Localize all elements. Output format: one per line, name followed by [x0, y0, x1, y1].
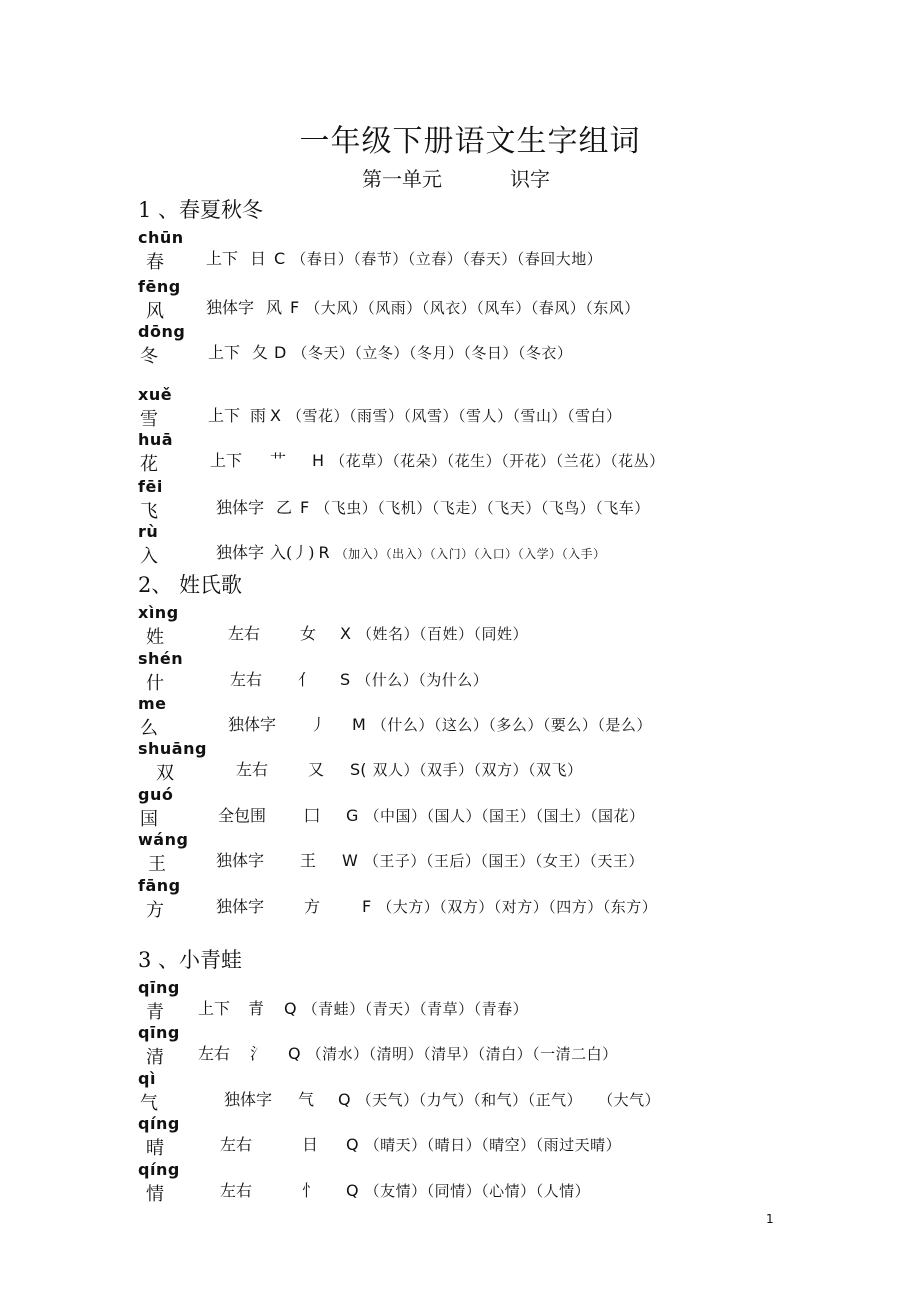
- radical: 雨: [250, 406, 267, 425]
- pinyin: wáng: [138, 830, 189, 849]
- structure-type: 左右: [236, 760, 269, 779]
- word-list: （清水）（清明）（清早）（清白）（一清二白）: [306, 1045, 618, 1063]
- radical: 日: [302, 1135, 319, 1154]
- hanzi: 青: [146, 1002, 164, 1023]
- radical: 氵: [250, 1044, 267, 1063]
- word-list: （天气）（力气）（和气）（正气） （大气）: [356, 1091, 661, 1109]
- entry-details: [206, 246, 602, 269]
- radical: 夂: [252, 343, 269, 362]
- entry-details: [198, 996, 528, 1019]
- unit-topic: 识字: [510, 167, 550, 191]
- character-entry: [0, 522, 920, 568]
- structure-type: 左右: [220, 1181, 253, 1200]
- pinyin: qīng: [138, 1023, 180, 1042]
- radical: 方: [304, 897, 321, 916]
- word-list: （什么）（这么）（多么）（要么）（是么）: [371, 716, 652, 734]
- word-list: （什么）（为什么）: [356, 671, 489, 689]
- word-list: （中国）（国人）（国王）（国土）（国花）: [364, 807, 645, 825]
- hanzi: 姓: [146, 627, 164, 648]
- entry-details: [210, 448, 665, 471]
- hanzi: 清: [146, 1047, 164, 1068]
- radical: 青: [248, 999, 265, 1018]
- character-entry: [0, 649, 920, 695]
- entry-details: [220, 1132, 621, 1155]
- hanzi: 么: [140, 718, 158, 739]
- hanzi: 气: [140, 1093, 158, 1114]
- radical: 气: [298, 1090, 315, 1109]
- radical: 丿: [310, 715, 327, 734]
- hanzi: 飞: [140, 501, 158, 522]
- hanzi: 入: [140, 546, 158, 567]
- entry-details: [228, 621, 528, 644]
- section-heading: 1 、春夏秋冬: [138, 198, 264, 222]
- index-letter: Q: [284, 999, 297, 1018]
- structure-type: 全包围: [218, 806, 267, 825]
- index-letter: D: [274, 343, 287, 362]
- radical: 忄: [302, 1181, 319, 1200]
- pinyin: fāng: [138, 876, 181, 895]
- pinyin: huā: [138, 430, 174, 449]
- word-list: （王子）（王后）（国王）（女王）（天王）: [363, 852, 644, 870]
- pinyin: qīng: [138, 978, 180, 997]
- word-list: （飞虫）（飞机）（飞走）（飞天）（飞鸟）（飞车）: [315, 499, 650, 517]
- entry-details: [198, 1041, 618, 1064]
- character-entry: [0, 430, 920, 476]
- entry-details: [216, 540, 606, 563]
- index-letter: C: [274, 249, 286, 268]
- structure-type: 上下: [206, 249, 239, 268]
- character-entry: [0, 1069, 920, 1115]
- structure-type: 上下: [198, 999, 231, 1018]
- entry-details: [216, 495, 650, 518]
- structure-type: 上下: [208, 343, 241, 362]
- word-list: （友情）（同情）（心情）（人情）: [364, 1182, 591, 1200]
- section-heading: 2、 姓氏歌: [138, 573, 243, 597]
- character-entry: [0, 978, 920, 1024]
- page-title: 一年级下册语文生字组词: [299, 124, 641, 159]
- entry-details: [216, 848, 644, 871]
- hanzi: 春: [146, 252, 164, 273]
- character-entry: [0, 603, 920, 649]
- index-letter: Q: [288, 1044, 301, 1063]
- structure-type: 左右: [220, 1135, 253, 1154]
- index-letter: S: [340, 670, 351, 689]
- hanzi: 雪: [140, 409, 158, 430]
- word-list: （晴天）（晴日）（晴空）（雨过天晴）: [364, 1136, 622, 1154]
- pinyin: fēi: [138, 477, 163, 496]
- character-entry: [0, 739, 920, 785]
- radical: 入(丿): [270, 543, 315, 562]
- character-entry: [0, 477, 920, 523]
- word-list: （青蛙）（青天）（青草）（青春）: [302, 1000, 529, 1018]
- index-letter: F: [300, 498, 310, 517]
- entry-details: [208, 403, 622, 426]
- character-entry: [0, 277, 920, 323]
- unit-label: 第一单元: [362, 167, 442, 191]
- index-letter: H: [312, 451, 325, 470]
- pinyin: chūn: [138, 228, 184, 247]
- pinyin: shén: [138, 649, 184, 668]
- structure-type: 上下: [208, 406, 241, 425]
- radical: 日: [250, 249, 267, 268]
- entry-details: [220, 1178, 590, 1201]
- pinyin: rù: [138, 522, 159, 541]
- word-list: 双人）（双手）（双方）（双飞）: [372, 761, 583, 779]
- pinyin: qíng: [138, 1160, 180, 1179]
- structure-type: 左右: [230, 670, 263, 689]
- character-entry: [0, 1114, 920, 1160]
- radical: 又: [308, 760, 325, 779]
- radical: 王: [300, 851, 317, 870]
- index-letter: M: [352, 715, 366, 734]
- hanzi: 冬: [140, 346, 158, 367]
- pinyin: guó: [138, 785, 174, 804]
- pinyin: qíng: [138, 1114, 180, 1133]
- structure-type: 独体字: [206, 298, 255, 317]
- index-letter: Q: [346, 1135, 359, 1154]
- character-entry: [0, 322, 920, 368]
- hanzi: 王: [148, 854, 166, 875]
- entry-details: [218, 803, 644, 826]
- character-entry: [0, 694, 920, 740]
- radical: 风: [266, 298, 283, 317]
- word-list: （冬天）（立冬）（冬月）（冬日）（冬衣）: [292, 344, 573, 362]
- index-letter: X: [270, 406, 281, 425]
- character-entry: [0, 1023, 920, 1069]
- structure-type: 独体字: [216, 543, 265, 562]
- hanzi: 情: [146, 1184, 164, 1205]
- entry-details: [230, 667, 488, 690]
- pinyin: fēng: [138, 277, 181, 296]
- page-number: 1: [766, 1212, 774, 1226]
- character-entry: [0, 385, 920, 431]
- structure-type: 独体字: [216, 897, 265, 916]
- structure-type: 上下: [210, 451, 243, 470]
- character-entry: [0, 1160, 920, 1206]
- index-letter: X: [340, 624, 351, 643]
- word-list: （大方）（双方）（对方）（四方）（东方）: [377, 898, 658, 916]
- index-letter: W: [342, 851, 358, 870]
- word-list: （花草）（花朵）（花生）（开花）（兰花）（花丛）: [330, 452, 665, 470]
- word-list: （大风）（风雨）（风衣）（风车）（春风）（东风）: [305, 299, 640, 317]
- pinyin: xuě: [138, 385, 173, 404]
- character-entry: [0, 228, 920, 274]
- index-letter: R: [318, 543, 330, 562]
- entry-details: [236, 757, 582, 780]
- entry-details: [216, 894, 657, 917]
- entry-details: [206, 295, 640, 318]
- pinyin: shuāng: [138, 739, 207, 758]
- structure-type: 独体字: [224, 1090, 273, 1109]
- entry-details: [228, 712, 652, 735]
- hanzi: 方: [146, 900, 164, 921]
- entry-details: [208, 340, 572, 363]
- radical: 乙: [276, 498, 293, 517]
- structure-type: 左右: [198, 1044, 231, 1063]
- index-letter: F: [362, 897, 372, 916]
- radical: 囗: [304, 806, 321, 825]
- word-list: （春日）（春节）（立春）（春天）（春回大地）: [291, 250, 603, 268]
- hanzi: 双: [156, 763, 174, 784]
- hanzi: 花: [140, 454, 158, 475]
- pinyin: dōng: [138, 322, 186, 341]
- pinyin: qì: [138, 1069, 156, 1088]
- character-entry: [0, 830, 920, 876]
- radical: 女: [300, 624, 317, 643]
- index-letter: S(: [350, 760, 367, 779]
- index-letter: F: [290, 298, 300, 317]
- hanzi: 风: [146, 301, 164, 322]
- word-list: （姓名）（百姓）（同姓）: [357, 625, 529, 643]
- character-entry: [0, 785, 920, 831]
- index-letter: Q: [346, 1181, 359, 1200]
- pinyin: xìng: [138, 603, 179, 622]
- word-list: （加入）（出入）（入门）（入口）（入学）（入手）: [335, 547, 606, 561]
- hanzi: 什: [146, 673, 164, 694]
- pinyin: me: [138, 694, 167, 713]
- index-letter: G: [346, 806, 359, 825]
- character-entry: [0, 876, 920, 922]
- entry-details: [224, 1087, 660, 1110]
- structure-type: 独体字: [228, 715, 277, 734]
- radical: 艹: [270, 451, 287, 470]
- index-letter: Q: [338, 1090, 351, 1109]
- structure-type: 独体字: [216, 498, 265, 517]
- hanzi: 国: [140, 809, 158, 830]
- section-heading: 3 、小青蛙: [138, 948, 243, 972]
- structure-type: 左右: [228, 624, 261, 643]
- word-list: （雪花）（雨雪）（风雪）（雪人）（雪山）（雪白）: [287, 407, 622, 425]
- radical: 亻: [298, 670, 315, 689]
- structure-type: 独体字: [216, 851, 265, 870]
- hanzi: 晴: [146, 1138, 164, 1159]
